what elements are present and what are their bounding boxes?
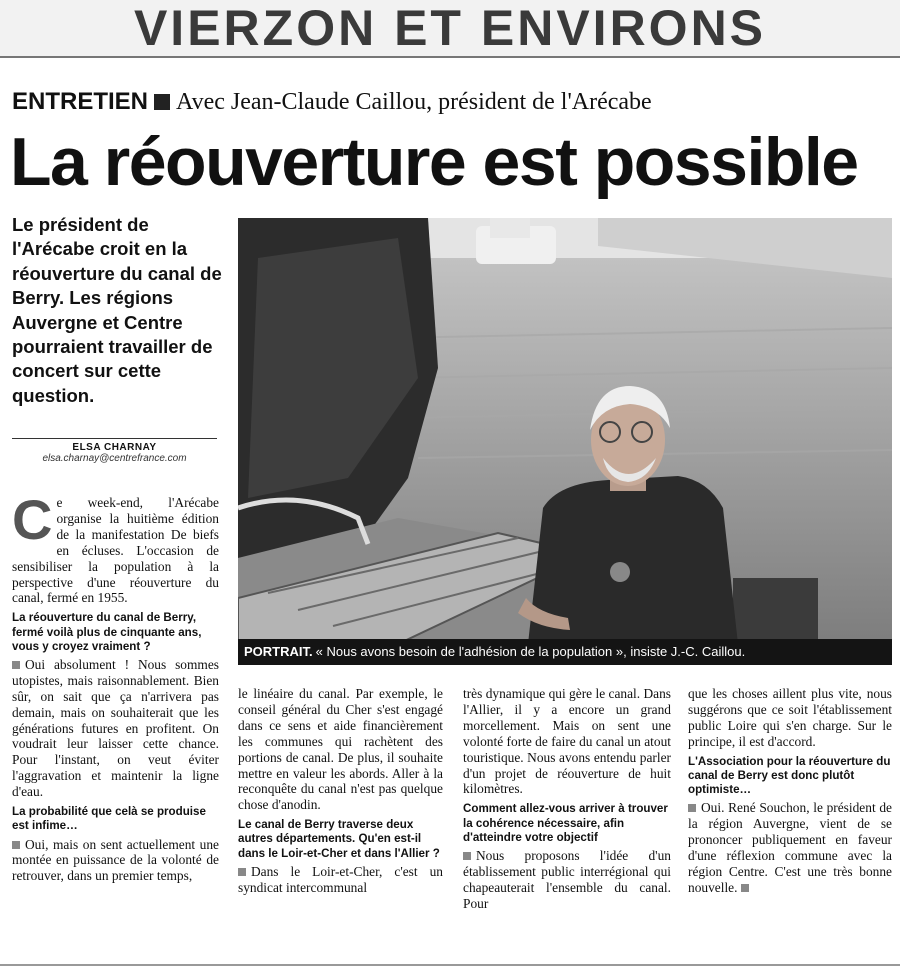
question-5: L'Association pour la réouverture du canal de Berry est donc plutôt optimiste… <box>688 754 891 797</box>
portrait-photo <box>238 218 892 644</box>
answer-5: Oui. René Souchon, le président de la région Auvergne, vient de se prononcer publiquement en faveur d'une réflexion commune avec la région Centre. C'est une très bonne nouvelle. <box>688 800 892 895</box>
photo-caption <box>238 639 892 665</box>
answer-2-start: Oui, mais on sent actuellement une montée en puissance de la volonté de retrouver, dans un premier temps, <box>12 836 219 884</box>
caption-text: « Nous avons besoin de l'adhésion de la population », insiste J.-C. Caillou. <box>315 644 746 659</box>
caption-label: PORTRAIT. <box>244 644 313 659</box>
kicker <box>12 88 892 116</box>
answer-3-start: Dans le Loir-et-Cher, c'est un syndicat intercommunal <box>238 863 443 895</box>
intro-paragraph: Ce week-end, l'Arécabe organise la huitième édition de la manifestation De biefs en écluses. L'occasion de sensibiliser la population à la perspective d'une réouverture du canal, fermé en 1955. <box>12 488 219 606</box>
byline <box>12 438 217 464</box>
answer-square-icon <box>463 852 471 860</box>
question-2: La probabilité que celà se produise est infime… <box>12 805 206 833</box>
answer-square-icon <box>238 868 246 876</box>
answer-square-icon <box>688 804 696 812</box>
dropcap: C <box>12 488 53 551</box>
lede: Le président de l'Arécabe croit en la réouverture du canal de Berry. Les régions Auvergne et Centre pourraient travailler de concert sur cette question. <box>12 214 222 406</box>
question-1: La réouverture du canal de Berry, fermé voilà plus de cinquante ans, vous y croyez vraiment ? <box>12 611 202 653</box>
kicker-label: ENTRETIEN <box>12 88 149 115</box>
answer-square-icon <box>12 661 20 669</box>
article-column-3 <box>463 686 671 912</box>
byline-email: elsa.charnay@centrefrance.com <box>42 453 187 464</box>
answer-2-end: le linéaire du canal. Par exemple, le conseil général du Cher s'est engagé dans ce sens et aide financièrement les communes qui rachètent des portions de canal. De plus, il souhaite mettre en valeur les abords. Aller à la reconquête du canal n'est pas quelque chose d'anodin. <box>238 686 443 813</box>
headline: La réouverture est possible <box>10 124 858 200</box>
answer-square-icon <box>12 841 20 849</box>
photo-illustration <box>238 218 892 644</box>
question-4: Comment allez-vous arriver à trouver la cohérence nécessaire, afin d'atteindre votre objectif <box>463 802 668 844</box>
byline-author: ELSA CHARNAY <box>72 442 157 453</box>
article-column-1 <box>12 488 219 884</box>
section-title: VIERZON ET ENVIRONS <box>133 0 767 56</box>
question-3: Le canal de Berry traverse deux autres départements. Qu'en est-il dans le Loir-et-Cher et dans l'Allier ? <box>238 818 440 860</box>
answer-4-end: que les choses aillent plus vite, nous suggérons que ce soit l'établissement public Loire qui s'en charge. Sur le principe, il est d'accord. <box>688 686 892 749</box>
answer-3-end: très dynamique qui gère le canal. Dans l'Allier, il y a encore un grand morcellement. Mais on sent une volonté forte de faire du canal un atout touristique. Nous avons entendu parler d'un projet de réouverture de huit kilomètres. <box>463 686 671 797</box>
article-column-4 <box>688 686 892 896</box>
kicker-square-icon <box>154 94 170 110</box>
section-header <box>0 0 900 58</box>
answer-4-start: Nous proposons l'idée d'un établissement public interrégional qui chapeauterait l'ensemble du canal. Pour <box>463 847 671 911</box>
bottom-rule <box>0 964 900 966</box>
end-square-icon <box>741 884 749 892</box>
article-column-2 <box>238 686 443 896</box>
kicker-text: Avec Jean-Claude Caillou, président de l'Arécabe <box>176 89 652 115</box>
answer-1: Oui absolument ! Nous sommes utopistes, mais raisonnablement. Bien sûr, on sait que ça n'arrivera pas demain, mais on souhaiterait que les générations futures en profitent. On voudrait leur laisser cette chance. Pour l'instant, on veut éviter l'aggravation et maintenir la ligne d'eau. <box>12 656 219 800</box>
